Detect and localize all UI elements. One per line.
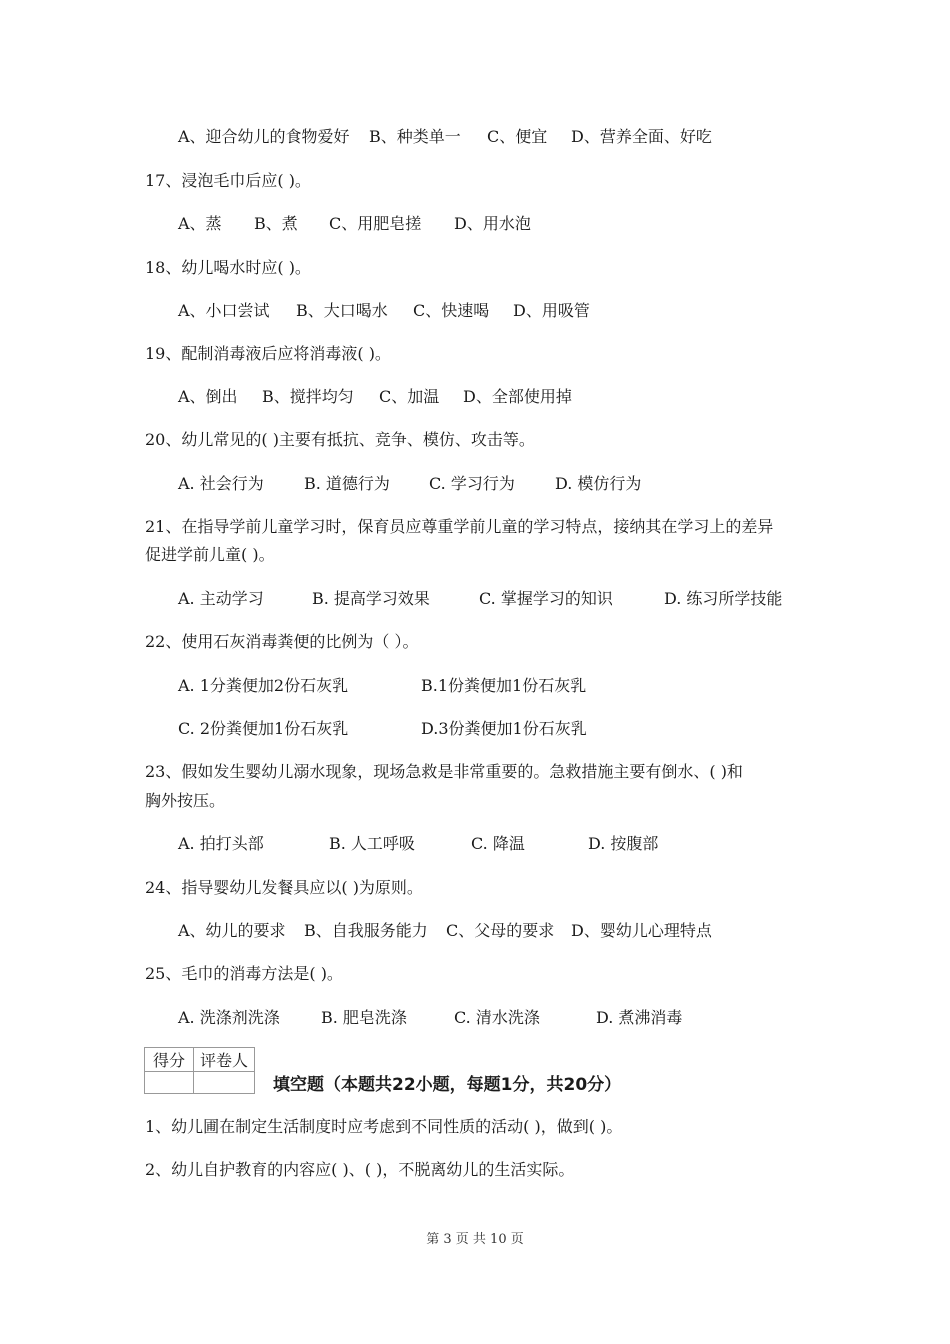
score-cell[interactable]: [145, 1072, 194, 1094]
q25-option-a: A. 洗涤剂洗涤: [178, 1008, 280, 1027]
question-20: 20、幼儿常见的( )主要有抵抗、竞争、模仿、攻击等。: [145, 430, 535, 449]
question-23-line2: 胸外按压。: [145, 791, 226, 810]
q23-option-a: A. 拍打头部: [178, 834, 264, 853]
q25-option-c: C. 清水洗涤: [454, 1008, 540, 1027]
page-footer: 第 3 页 共 10 页: [426, 1232, 524, 1247]
q18-option-b: B、大口喝水: [296, 301, 388, 320]
fill-question-2: 2、幼儿自护教育的内容应( )、( )，不脱离幼儿的生活实际。: [145, 1160, 575, 1179]
q19-option-c: C、加温: [379, 387, 440, 406]
q21-option-a: A. 主动学习: [178, 589, 264, 608]
q23-option-b: B. 人工呼吸: [329, 834, 415, 853]
question-19: 19、配制消毒液后应将消毒液( )。: [145, 344, 391, 363]
q23-option-c: C. 降温: [471, 834, 525, 853]
q22-option-c: C. 2份粪便加1份石灰乳: [178, 719, 349, 738]
question-18: 18、幼儿喝水时应( )。: [145, 258, 311, 277]
q21-option-c: C. 掌握学习的知识: [479, 589, 613, 608]
question-22: 22、使用石灰消毒粪便的比例为（ ）。: [145, 632, 419, 651]
section-title: 填空题（本题共22小题，每题1分，共20分）: [273, 1075, 622, 1095]
grader-label: 评卷人: [194, 1048, 255, 1072]
grader-cell[interactable]: [194, 1072, 255, 1094]
score-box: [144, 1047, 255, 1094]
q16-option-a: A、迎合幼儿的食物爱好: [178, 127, 350, 146]
q22-option-d: D.3份粪便加1份石灰乳: [421, 719, 587, 738]
q24-option-d: D、婴幼儿心理特点: [571, 921, 712, 940]
question-21-line2: 促进学前儿童( )。: [145, 545, 275, 564]
q16-option-d: D、营养全面、好吃: [571, 127, 712, 146]
q18-option-d: D、用吸管: [513, 301, 590, 320]
q20-option-b: B. 道德行为: [304, 474, 390, 493]
q18-option-a: A、小口尝试: [178, 301, 270, 320]
q20-option-c: C. 学习行为: [429, 474, 515, 493]
q20-option-a: A. 社会行为: [178, 474, 264, 493]
question-23-line1: 23、假如发生婴幼儿溺水现象，现场急救是非常重要的。急救措施主要有倒水、( )和: [145, 762, 743, 781]
q21-option-d: D. 练习所学技能: [664, 589, 783, 608]
q21-option-b: B. 提高学习效果: [312, 589, 430, 608]
score-label: 得分: [145, 1048, 194, 1072]
q19-option-a: A、倒出: [178, 387, 238, 406]
q24-option-b: B、自我服务能力: [304, 921, 428, 940]
q24-option-c: C、父母的要求: [446, 921, 555, 940]
q20-option-d: D. 模仿行为: [555, 474, 642, 493]
fill-question-1: 1、幼儿圃在制定生活制度时应考虑到不同性质的活动( )，做到( )。: [145, 1117, 623, 1136]
q17-option-c: C、用肥皂搓: [329, 214, 422, 233]
question-17: 17、浸泡毛巾后应( )。: [145, 171, 311, 190]
q18-option-c: C、快速喝: [413, 301, 490, 320]
q16-option-b: B、种类单一: [369, 127, 461, 146]
question-25: 25、毛巾的消毒方法是( )。: [145, 964, 343, 983]
q19-option-b: B、搅拌均匀: [262, 387, 354, 406]
question-24: 24、指导婴幼儿发餐具应以( )为原则。: [145, 878, 423, 897]
q23-option-d: D. 按腹部: [588, 834, 659, 853]
q19-option-d: D、全部使用掉: [463, 387, 572, 406]
q25-option-b: B. 肥皂洗涤: [321, 1008, 407, 1027]
q22-option-a: A. 1分粪便加2份石灰乳: [178, 676, 349, 695]
q24-option-a: A、幼儿的要求: [178, 921, 286, 940]
q17-option-b: B、煮: [254, 214, 298, 233]
question-21-line1: 21、在指导学前儿童学习时，保育员应尊重学前儿童的学习特点，接纳其在学习上的差异: [145, 517, 774, 536]
q25-option-d: D. 煮沸消毒: [596, 1008, 683, 1027]
q22-option-b: B.1份粪便加1份石灰乳: [421, 676, 587, 695]
q17-option-a: A、蒸: [178, 214, 222, 233]
q16-option-c: C、便宜: [487, 127, 548, 146]
q17-option-d: D、用水泡: [454, 214, 531, 233]
